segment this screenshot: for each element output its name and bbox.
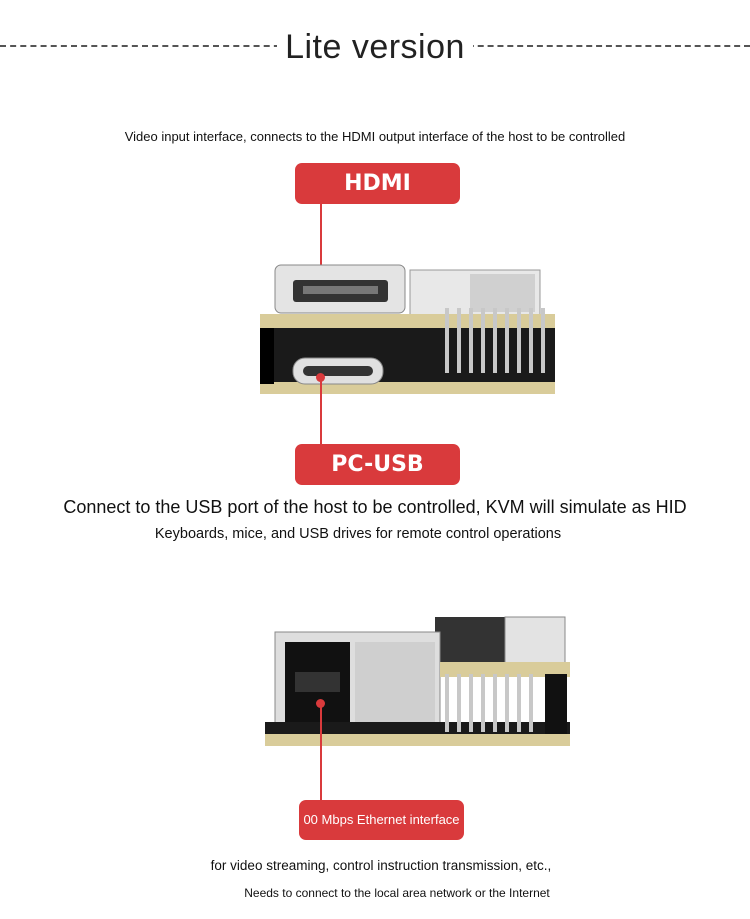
ethernet-badge-text: 00 Mbps Ethernet interface	[303, 812, 460, 827]
page-title	[0, 28, 750, 67]
page-title-text: Lite version	[277, 28, 473, 66]
ethernet-badge	[299, 800, 464, 840]
usb-description-line2: Keyboards, mice, and USB drives for remote control operations	[154, 526, 562, 542]
kvm-board-front-image	[255, 262, 560, 404]
ethernet-description-line1: for video streaming, control instruction transmission, etc.,	[210, 858, 552, 873]
usb-pointer-line	[320, 378, 322, 444]
ethernet-pointer-line	[320, 704, 322, 800]
usb-pointer-dot	[316, 373, 325, 382]
ethernet-description-line2: Needs to connect to the local area network or the Internet	[244, 886, 550, 900]
pc-usb-badge: PC-USB	[295, 444, 460, 485]
usb-description-line1: Connect to the USB port of the host to be controlled, KVM will simulate as HID	[63, 497, 687, 517]
hdmi-badge: HDMI	[295, 163, 460, 204]
kvm-board-ethernet-image	[260, 612, 575, 757]
ethernet-pointer-dot	[316, 699, 325, 708]
hdmi-description: Video input interface, connects to the HDMI output interface of the host to be controlled	[124, 129, 626, 144]
